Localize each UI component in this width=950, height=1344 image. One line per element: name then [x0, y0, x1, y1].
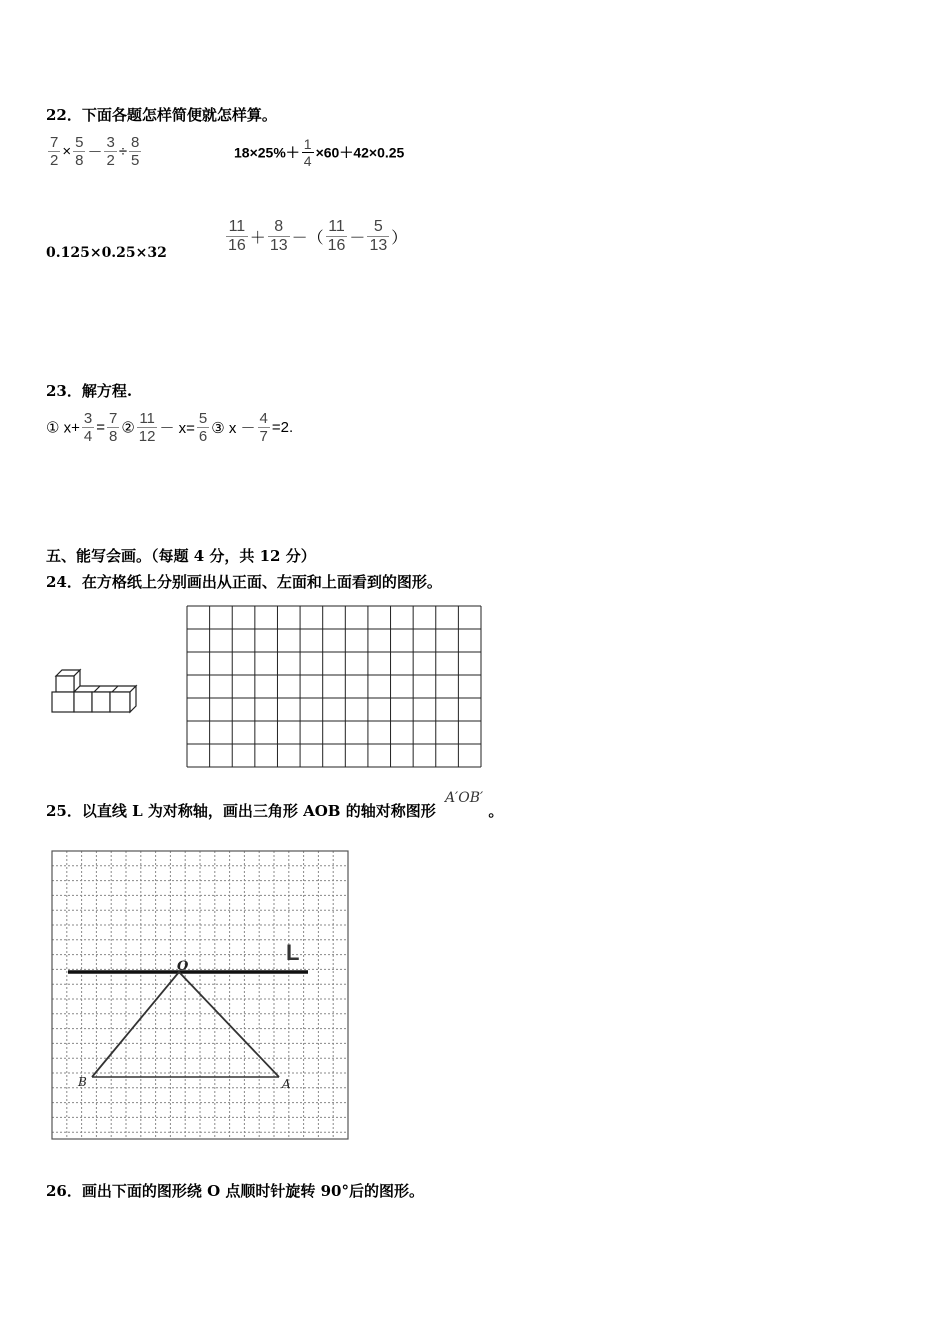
section5-title: 五、能写会画。（每题 4 分，共 12 分）: [46, 547, 316, 565]
fraction: $\frac{5}{6}$: [198, 410, 208, 445]
fraction: $\frac{11}{12}$: [138, 410, 156, 445]
q22-expr-4: $\frac{11}{16}$ ＋ $\frac{8}{13}$ －（ $\frac{11}{16}$ － $\frac{5}{13}$ ）: [228, 218, 408, 254]
fraction: $\frac{5}{8}$: [75, 134, 84, 169]
fraction: $\frac{4}{7}$: [259, 410, 268, 445]
fraction: $\frac{5}{13}$: [369, 218, 388, 254]
fraction: $\frac{8}{5}$: [131, 134, 140, 169]
q24-title: 24．在方格纸上分别画出从正面、左面和上面看到的图形。: [46, 573, 442, 591]
fraction: $\frac{1}{4}$: [303, 136, 312, 169]
q26-title: 26．画出下面的图形绕 O 点顺时针旋转 90°后的图形。: [46, 1182, 424, 1200]
square-grid-paper[interactable]: [186, 605, 482, 768]
fraction: $\frac{11}{16}$: [228, 218, 246, 254]
fraction: $\frac{7}{8}$: [108, 410, 118, 445]
cube-stack-figure: [48, 664, 140, 716]
fraction: $\frac{7}{2}$: [50, 134, 59, 169]
point-label-a: A: [282, 1077, 291, 1091]
q23-equations: ① x+ $\frac{3}{4}$ = $\frac{7}{8}$ ② $\frac{11}{12}$ － x= $\frac{5}{6}$ ③ x － $\frac{4}{7}$ =2.: [46, 410, 294, 445]
fraction: $\frac{8}{13}$: [269, 218, 288, 254]
fraction: $\frac{3}{2}$: [106, 134, 115, 169]
axis-label-l: L: [286, 940, 300, 965]
point-label-o: O: [177, 959, 189, 974]
q22-expr-3: 0.125×0.25×32: [46, 245, 167, 261]
q22-title: 22．下面各题怎样简便就怎样算。: [46, 106, 277, 124]
fraction: $\frac{11}{16}$: [327, 218, 346, 254]
fraction: $\frac{3}{4}$: [83, 410, 93, 445]
point-label-b: B: [78, 1075, 87, 1089]
q22-expr-2: 18×25%＋ $\frac{1}{4}$ ×60＋42×0.25: [234, 136, 405, 169]
symmetry-grid-figure[interactable]: [46, 848, 350, 1142]
symmetric-triangle-symbol: A′OB′: [444, 790, 484, 806]
q23-title: 23．解方程.: [46, 382, 133, 400]
q25-title: 25．以直线 L 为对称轴，画出三角形 AOB 的轴对称图形 A′OB′ 。: [46, 790, 504, 820]
q22-expr-1: $\frac{7}{2}$ × $\frac{5}{8}$ － $\frac{3}{2}$ ÷ $\frac{8}{5}$: [50, 134, 140, 169]
